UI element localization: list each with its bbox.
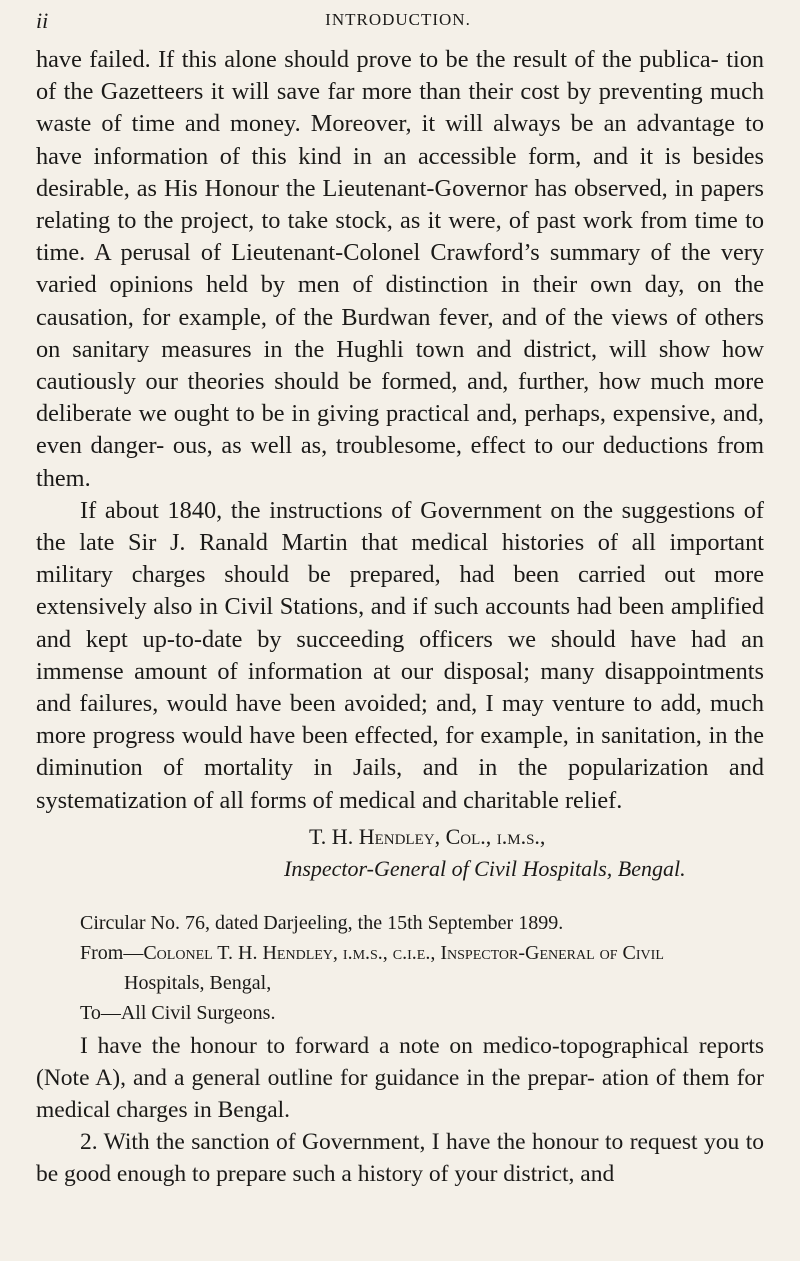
from-text: Colonel T. H. Hendley, i.m.s., c.i.e., Inspector-General of Civil bbox=[143, 941, 664, 964]
paragraph-1: have failed. If this alone should prove to be the result of the publica- tion of the Gazetteers it will save far more than their cost by preventing much waste of time and money. Moreover, it will always be an advantage to have information of this kind in an accessible form, and it is besides desirable, as His Honour the Lieutenant-Governor has observed, in papers relating to the project, to take stock, as it were, of past work from time to time. A perusal of Lieutenant-Colonel Crawford’s summary of the very varied opinions held by men of distinction in their own day, on the causation, for example, of the Burdwan fever, and of the views of others on sanitary measures in the Hughli town and district, will show how cautiously our theories should be formed, and, further, how much more deliberate we ought to be in giving practical and, perhaps, expensive, and, even danger- ous, as well as, troublesome, effect to our deductions from them. bbox=[36, 46, 764, 492]
running-title: INTRODUCTION. bbox=[325, 10, 471, 29]
from-label: From— bbox=[80, 941, 144, 964]
signature-title: Inspector-General of Civil Hospitals, Bengal. bbox=[284, 855, 686, 881]
to-line: To—All Civil Surgeons. bbox=[80, 1001, 276, 1024]
paragraph-2: If about 1840, the instructions of Government on the suggestions of the late Sir J. Ranald Martin that medical histories of all important military charges should be prepared, had been carried out more extensively also in Civil Stations, and if such accounts had been amplified and kept up-to-date by succeeding officers we should have had an immense amount of information at our disposal; many disappointments and failures, would have been avoided; and, I may venture to add, much more progress would have been effected, for example, in sanitation, in the diminution of mortality in Jails, and in the popularization and systematization of all forms of medical and charitable relief. bbox=[36, 496, 764, 814]
circular-paragraph-1: I have the honour to forward a note on medico-topographical reports (Note A), and a general outline for guidance in the prepar- ation of them for medical charges in Bengal. bbox=[36, 1032, 764, 1123]
circular-line: Circular No. 76, dated Darjeeling, the 15th September 1899. bbox=[80, 911, 564, 934]
circular-paragraph-2: 2. With the sanction of Government, I have the honour to request you to be good enough to prepare such a history of your district, and bbox=[36, 1128, 764, 1187]
from-line bbox=[36, 938, 764, 968]
from-continuation: Hospitals, Bengal, bbox=[124, 971, 272, 994]
page-header bbox=[36, 8, 760, 36]
page-body bbox=[36, 44, 764, 1190]
page-number: ii bbox=[36, 8, 49, 33]
circular-header bbox=[36, 908, 764, 1028]
signature-name: T. H. Hendley, Col., i.m.s., bbox=[309, 823, 546, 849]
